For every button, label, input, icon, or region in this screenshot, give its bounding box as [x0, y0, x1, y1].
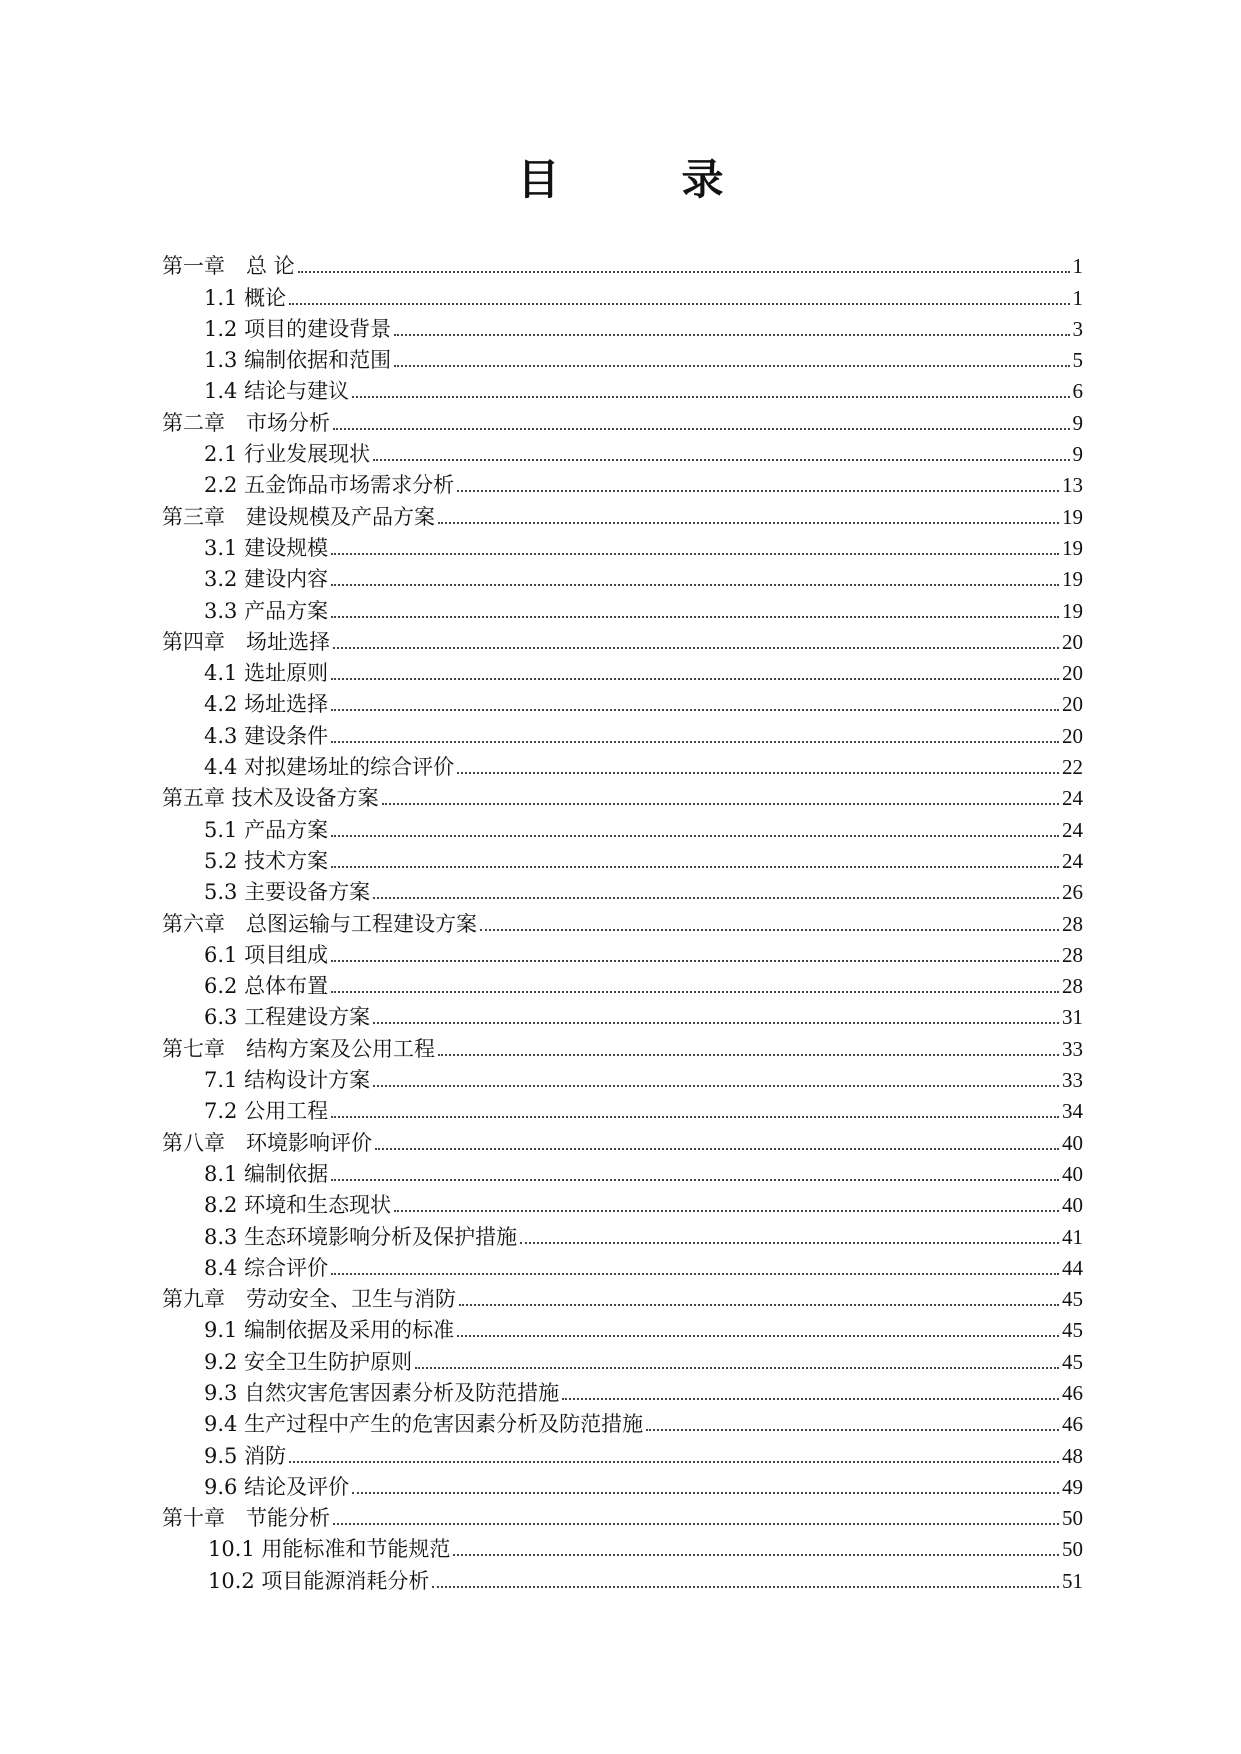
toc-entry-title: 6.3 工程建设方案: [204, 1005, 371, 1030]
toc-page-number: 41: [1062, 1224, 1083, 1249]
dot-leader: [394, 1209, 1059, 1212]
toc-entry-title: 5.3 主要设备方案: [204, 880, 371, 905]
dot-leader: [298, 270, 1070, 273]
toc-chapter-entry[interactable]: [162, 248, 1083, 279]
toc-entry-title: 9.6 结论及评价: [204, 1474, 350, 1499]
toc-page-number: 40: [1062, 1130, 1083, 1155]
dot-leader: [373, 1084, 1059, 1087]
toc-entry-title: 第八章 环境影响评价: [162, 1130, 372, 1155]
toc-entry-title: 第七章 结构方案及公用工程: [162, 1036, 435, 1061]
toc-entry-title: 9.1 编制依据及采用的标准: [204, 1318, 455, 1343]
dot-leader: [331, 583, 1059, 586]
toc-page-number: 28: [1062, 974, 1083, 999]
toc-entry-title: 1.2 项目的建设背景: [204, 316, 392, 341]
toc-section-entry[interactable]: [162, 937, 1083, 968]
toc-entry-title: 7.2 公用工程: [204, 1099, 329, 1124]
toc-page-number: 19: [1062, 504, 1083, 529]
toc-page-number: 19: [1062, 567, 1083, 592]
dot-leader: [333, 646, 1059, 649]
toc-section-entry[interactable]: [162, 436, 1083, 467]
dot-leader: [352, 1491, 1059, 1494]
toc-page-number: 13: [1062, 473, 1083, 498]
toc-page-number: 46: [1062, 1412, 1083, 1437]
toc-entry-title: 10.1 用能标准和节能规范: [208, 1537, 451, 1562]
table-of-contents: [162, 248, 1083, 1594]
toc-entry-title: 第四章 场址选择: [162, 629, 330, 654]
toc-section-entry[interactable]: [162, 811, 1083, 842]
toc-page-number: 3: [1072, 316, 1083, 341]
toc-entry-title: 第五章 技术及设备方案: [162, 786, 379, 811]
toc-chapter-entry[interactable]: [162, 1281, 1083, 1312]
toc-section-entry[interactable]: [162, 1437, 1083, 1468]
toc-section-entry[interactable]: [162, 467, 1083, 498]
toc-chapter-entry[interactable]: [162, 1124, 1083, 1155]
dot-leader: [457, 1334, 1059, 1337]
toc-section-entry[interactable]: [162, 968, 1083, 999]
toc-entry-title: 4.1 选址原则: [204, 661, 329, 686]
toc-page-number: 9: [1072, 410, 1083, 435]
toc-entry-title: 1.3 编制依据和范围: [204, 348, 392, 373]
toc-section-entry[interactable]: [162, 1187, 1083, 1218]
toc-section-entry[interactable]: [162, 279, 1083, 310]
dot-leader: [331, 708, 1059, 711]
dot-leader: [646, 1428, 1059, 1431]
dot-leader: [331, 865, 1059, 868]
dot-leader: [333, 1522, 1059, 1525]
toc-page-number: 51: [1062, 1568, 1083, 1593]
toc-section-entry[interactable]: [162, 373, 1083, 404]
toc-entry-title: 8.3 生态环境影响分析及保护措施: [204, 1224, 518, 1249]
toc-entry-title: 4.4 对拟建场址的综合评价: [204, 755, 455, 780]
toc-entry-title: 8.1 编制依据: [204, 1161, 329, 1186]
dot-leader: [457, 489, 1059, 492]
toc-page-number: 26: [1062, 880, 1083, 905]
toc-section-entry[interactable]: [162, 999, 1083, 1030]
toc-page-number: 44: [1062, 1255, 1083, 1280]
dot-leader: [453, 1553, 1059, 1556]
toc-section-entry[interactable]: [162, 1531, 1083, 1562]
toc-page-number: 40: [1062, 1161, 1083, 1186]
toc-section-entry[interactable]: [162, 717, 1083, 748]
toc-entry-title: 5.1 产品方案: [204, 817, 329, 842]
toc-chapter-entry[interactable]: [162, 780, 1083, 811]
toc-section-entry[interactable]: [162, 530, 1083, 561]
toc-entry-title: 1.4 结论与建议: [204, 379, 350, 404]
toc-section-entry[interactable]: [162, 749, 1083, 780]
toc-chapter-entry[interactable]: [162, 624, 1083, 655]
dot-leader: [331, 990, 1059, 993]
toc-page-number: 40: [1062, 1193, 1083, 1218]
toc-section-entry[interactable]: [162, 1218, 1083, 1249]
dot-leader: [331, 959, 1059, 962]
dot-leader: [382, 802, 1059, 805]
toc-entry-title: 9.4 生产过程中产生的危害因素分析及防范措施: [204, 1412, 644, 1437]
toc-page-number: 45: [1062, 1349, 1083, 1374]
toc-page-number: 24: [1062, 786, 1083, 811]
toc-chapter-entry[interactable]: [162, 404, 1083, 435]
toc-section-entry[interactable]: [162, 1343, 1083, 1374]
toc-page-number: 20: [1062, 692, 1083, 717]
toc-section-entry[interactable]: [162, 342, 1083, 373]
dot-leader: [459, 1303, 1059, 1306]
dot-leader: [331, 1178, 1059, 1181]
toc-entry-title: 第三章 建设规模及产品方案: [162, 504, 435, 529]
toc-section-entry[interactable]: [162, 1562, 1083, 1593]
toc-section-entry[interactable]: [162, 1156, 1083, 1187]
toc-section-entry[interactable]: [162, 1406, 1083, 1437]
toc-entry-title: 9.3 自然灾害危害因素分析及防范措施: [204, 1380, 560, 1405]
toc-chapter-entry[interactable]: [162, 498, 1083, 529]
dot-leader: [438, 1053, 1059, 1056]
dot-leader: [331, 1272, 1059, 1275]
dot-leader: [289, 1460, 1059, 1463]
toc-page-number: 9: [1072, 442, 1083, 467]
toc-page-number: 28: [1062, 942, 1083, 967]
toc-section-entry[interactable]: [162, 1062, 1083, 1093]
toc-section-entry[interactable]: [162, 1469, 1083, 1500]
toc-entry-title: 6.1 项目组成: [204, 942, 329, 967]
dot-leader: [562, 1397, 1059, 1400]
toc-page-number: 50: [1062, 1537, 1083, 1562]
toc-page-number: 22: [1062, 755, 1083, 780]
toc-page-number: 5: [1072, 348, 1083, 373]
toc-entry-title: 9.2 安全卫生防护原则: [204, 1349, 413, 1374]
toc-section-entry[interactable]: [162, 561, 1083, 592]
toc-page-number: 24: [1062, 817, 1083, 842]
toc-page-number: 31: [1062, 1005, 1083, 1030]
toc-entry-title: 4.3 建设条件: [204, 723, 329, 748]
toc-section-entry[interactable]: [162, 686, 1083, 717]
toc-page-number: 20: [1062, 629, 1083, 654]
dot-leader: [520, 1241, 1059, 1244]
dot-leader: [394, 364, 1069, 367]
toc-entry-title: 8.2 环境和生态现状: [204, 1193, 392, 1218]
page-title: 目 录: [517, 155, 764, 204]
toc-entry-title: 8.4 综合评价: [204, 1255, 329, 1280]
toc-entry-title: 2.1 行业发展现状: [204, 442, 371, 467]
dot-leader: [373, 896, 1059, 899]
toc-page-number: 33: [1062, 1068, 1083, 1093]
dot-leader: [375, 1147, 1059, 1150]
toc-section-entry[interactable]: [162, 843, 1083, 874]
toc-entry-title: 第九章 劳动安全、卫生与消防: [162, 1287, 456, 1312]
toc-entry-title: 10.2 项目能源消耗分析: [208, 1568, 430, 1593]
dot-leader: [331, 834, 1059, 837]
toc-entry-title: 第二章 市场分析: [162, 410, 330, 435]
dot-leader: [373, 1021, 1059, 1024]
dot-leader: [331, 740, 1059, 743]
toc-page-number: 19: [1062, 598, 1083, 623]
toc-entry-title: 7.1 结构设计方案: [204, 1068, 371, 1093]
toc-entry-title: 第六章 总图运输与工程建设方案: [162, 911, 477, 936]
toc-page-number: 33: [1062, 1036, 1083, 1061]
toc-page-number: 50: [1062, 1506, 1083, 1531]
toc-page-number: 45: [1062, 1318, 1083, 1343]
dot-leader: [373, 458, 1069, 461]
toc-section-entry[interactable]: [162, 311, 1083, 342]
toc-page-number: 34: [1062, 1099, 1083, 1124]
toc-page-number: 6: [1072, 379, 1083, 404]
toc-entry-title: 第十章 节能分析: [162, 1506, 330, 1531]
dot-leader: [394, 333, 1069, 336]
toc-entry-title: 2.2 五金饰品市场需求分析: [204, 473, 455, 498]
toc-page-number: 1: [1072, 254, 1083, 279]
toc-chapter-entry[interactable]: [162, 905, 1083, 936]
toc-page-number: 28: [1062, 911, 1083, 936]
toc-entry-title: 3.2 建设内容: [204, 567, 329, 592]
toc-chapter-entry[interactable]: [162, 1500, 1083, 1531]
dot-leader: [352, 395, 1069, 398]
toc-entry-title: 4.2 场址选择: [204, 692, 329, 717]
toc-section-entry[interactable]: [162, 874, 1083, 905]
dot-leader: [438, 521, 1059, 524]
toc-page-number: 19: [1062, 535, 1083, 560]
toc-chapter-entry[interactable]: [162, 1030, 1083, 1061]
toc-page-number: 20: [1062, 723, 1083, 748]
toc-page-number: 45: [1062, 1287, 1083, 1312]
dot-leader: [480, 928, 1059, 931]
toc-page-number: 24: [1062, 848, 1083, 873]
toc-section-entry[interactable]: [162, 655, 1083, 686]
dot-leader: [331, 615, 1059, 618]
toc-section-entry[interactable]: [162, 1093, 1083, 1124]
toc-section-entry[interactable]: [162, 592, 1083, 623]
toc-entry-title: 3.3 产品方案: [204, 598, 329, 623]
toc-page-number: 46: [1062, 1380, 1083, 1405]
toc-page-number: 20: [1062, 661, 1083, 686]
toc-entry-title: 6.2 总体布置: [204, 974, 329, 999]
toc-page-number: 48: [1062, 1443, 1083, 1468]
dot-leader: [289, 302, 1069, 305]
dot-leader: [331, 1115, 1059, 1118]
toc-page-number: 1: [1072, 285, 1083, 310]
toc-page-number: 49: [1062, 1474, 1083, 1499]
toc-section-entry[interactable]: [162, 1312, 1083, 1343]
toc-entry-title: 第一章 总 论: [162, 254, 295, 279]
toc-entry-title: 3.1 建设规模: [204, 535, 329, 560]
dot-leader: [432, 1585, 1059, 1588]
toc-entry-title: 9.5 消防: [204, 1443, 287, 1468]
dot-leader: [415, 1366, 1059, 1369]
dot-leader: [457, 771, 1059, 774]
toc-section-entry[interactable]: [162, 1375, 1083, 1406]
dot-leader: [331, 677, 1059, 680]
toc-entry-title: 1.1 概论: [204, 285, 287, 310]
toc-section-entry[interactable]: [162, 1250, 1083, 1281]
dot-leader: [331, 552, 1059, 555]
toc-entry-title: 5.2 技术方案: [204, 848, 329, 873]
dot-leader: [333, 427, 1070, 430]
